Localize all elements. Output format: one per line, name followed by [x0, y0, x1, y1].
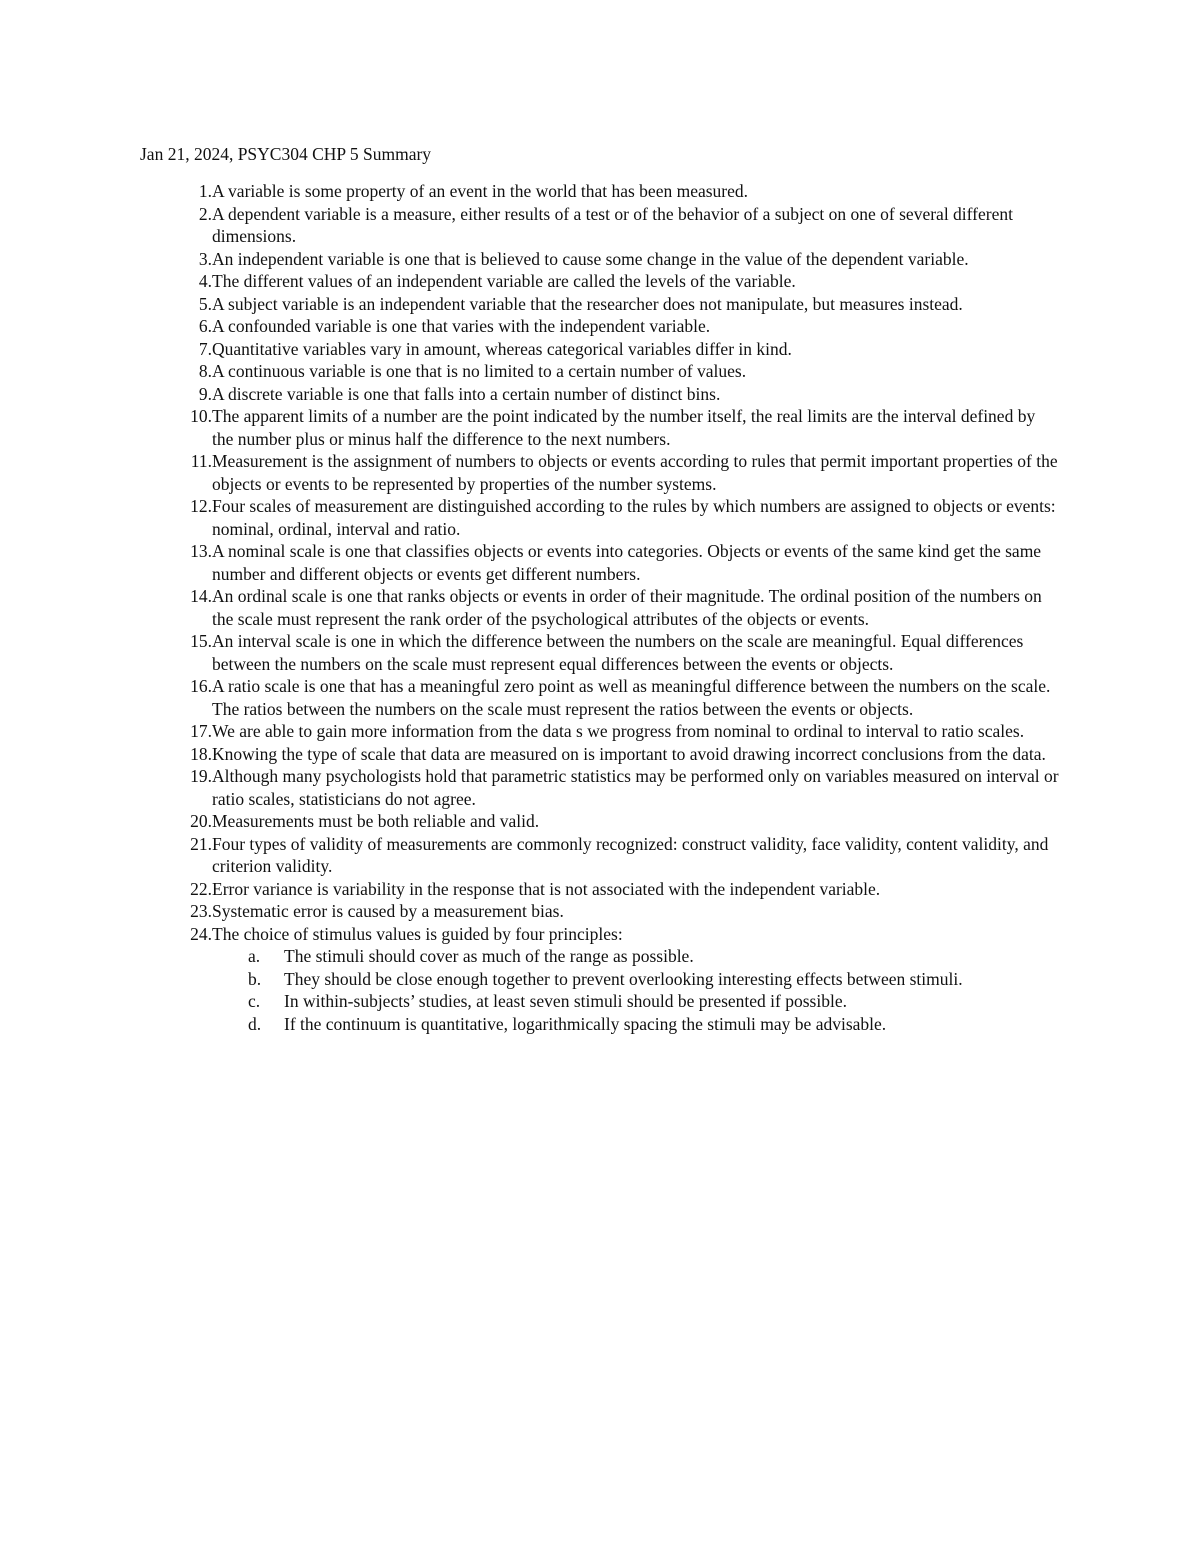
item-number: 14. [190, 586, 212, 606]
list-item [140, 360, 1060, 383]
sub-item-text: They should be close enough together to prevent overlooking interesting effects between stimuli. [284, 968, 963, 989]
list-item [140, 248, 1060, 271]
item-number: 24. [190, 923, 212, 944]
sub-item-letter: b. [248, 968, 262, 989]
list-item [140, 810, 1060, 833]
item-text: A variable is some property of an event in the world that has been measured. [212, 181, 749, 201]
item-text: The apparent limits of a number are the point indicated by the number itself, the real limits are the interval defined by the number plus or minus half the difference to the next numbers. [212, 406, 1036, 449]
item-text: A confounded variable is one that varies with the independent variable. [212, 316, 711, 336]
item-number: 15. [190, 631, 212, 651]
list-item [140, 630, 1060, 675]
item-number: 10. [190, 406, 212, 426]
list-item [140, 315, 1060, 338]
item-number: 12. [190, 496, 212, 516]
item-text: An independent variable is one that is believed to cause some change in the value of the dependent variable. [212, 248, 969, 269]
item-number: 22. [190, 878, 212, 899]
list-item [140, 293, 1060, 316]
item-text: Measurement is the assignment of numbers to objects or events according to rules that permit important properties of the objects or events to be represented by properties of the number systems. [212, 451, 1058, 494]
item-text: A subject variable is an independent variable that the researcher does not manipulate, but measures instead. [212, 293, 963, 314]
sub-list-item [212, 968, 1060, 991]
sub-list-item [212, 1013, 1060, 1036]
sub-item-letter: d. [248, 1013, 262, 1034]
item-text: We are able to gain more information from the data s we progress from nominal to ordinal to interval to ratio scales. [212, 721, 1025, 741]
list-item [140, 720, 1060, 743]
list-item [140, 338, 1060, 361]
list-item [140, 203, 1060, 248]
list-item [140, 900, 1060, 923]
item-number: 11. [190, 451, 212, 471]
item-number: 7. [198, 338, 212, 359]
sub-item-letter: a. [248, 946, 261, 966]
item-number: 6. [198, 316, 212, 336]
item-number: 16. [190, 676, 212, 696]
item-text: Error variance is variability in the response that is not associated with the independent variable. [212, 878, 881, 899]
item-number: 8. [198, 361, 212, 381]
list-item [140, 743, 1060, 766]
principles-sublist [212, 945, 1060, 1035]
document-title: Jan 21, 2024, PSYC304 CHP 5 Summary [140, 144, 432, 164]
item-text: A discrete variable is one that falls into a certain number of distinct bins. [212, 383, 721, 404]
item-text: Measurements must be both reliable and valid. [212, 811, 540, 831]
item-number: 18. [190, 743, 212, 764]
list-item [140, 833, 1060, 878]
item-number: 21. [190, 833, 212, 854]
item-text: Although many psychologists hold that parametric statistics may be performed only on variables measured on interval or ratio scales, statisticians do not agree. [212, 766, 1059, 809]
item-number: 20. [190, 811, 212, 831]
item-number: 3. [198, 248, 212, 269]
item-text: Systematic error is caused by a measurement bias. [212, 901, 564, 921]
sub-item-text: In within-subjects’ studies, at least seven stimuli should be presented if possible. [284, 991, 847, 1011]
item-number: 5. [198, 293, 212, 314]
item-text: Four types of validity of measurements are commonly recognized: construct validity, face validity, content validity, and criterion validity. [212, 833, 1049, 876]
list-item [140, 450, 1060, 495]
item-text: Knowing the type of scale that data are measured on is important to avoid drawing incorrect conclusions from the data. [212, 743, 1046, 764]
sub-list-item [212, 990, 1060, 1013]
item-text: An ordinal scale is one that ranks objects or events in order of their magnitude. The ordinal position of the numbers on the scale must represent the rank order of the psychological attributes of the objects or events. [212, 586, 1042, 629]
list-item [140, 923, 1060, 1036]
list-item [140, 180, 1060, 203]
item-number: 9. [198, 383, 212, 404]
list-item [140, 585, 1060, 630]
item-number: 17. [190, 721, 212, 741]
item-text: A dependent variable is a measure, either results of a test or of the behavior of a subject on one of several different dimensions. [212, 203, 1013, 246]
item-text: The different values of an independent variable are called the levels of the variable. [212, 271, 796, 291]
item-text: A ratio scale is one that has a meaningful zero point as well as meaningful difference between the numbers on the scale. The ratios between the numbers on the scale must represent the ratios between the events or objects. [212, 676, 1051, 719]
sub-item-text: If the continuum is quantitative, logarithmically spacing the stimuli may be advisable. [284, 1013, 887, 1034]
item-number: 1. [198, 181, 212, 201]
item-number: 23. [190, 901, 212, 921]
item-number: 2. [198, 203, 212, 224]
item-text: Four scales of measurement are distinguished according to the rules by which numbers are assigned to objects or events: nominal, ordinal, interval and ratio. [212, 496, 1056, 539]
list-item [140, 405, 1060, 450]
list-item [140, 540, 1060, 585]
sub-list-item [212, 945, 1060, 968]
item-text: A continuous variable is one that is no limited to a certain number of values. [212, 361, 747, 381]
item-number: 19. [190, 766, 212, 786]
item-text: A nominal scale is one that classifies objects or events into categories. Objects or events of the same kind get the same number and different objects or events get different numbers. [212, 541, 1042, 584]
item-text: An interval scale is one in which the difference between the numbers on the scale are meaningful. Equal differences between the numbers on the scale must represent equal differences between the events or objects. [212, 631, 1024, 674]
item-text: The choice of stimulus values is guided by four principles: [212, 923, 623, 944]
list-item [140, 495, 1060, 540]
item-number: 13. [190, 541, 212, 561]
summary-list [140, 180, 1060, 1035]
list-item [140, 383, 1060, 406]
list-item [140, 765, 1060, 810]
list-item [140, 675, 1060, 720]
sub-item-text: The stimuli should cover as much of the range as possible. [284, 946, 694, 966]
sub-item-letter: c. [248, 991, 261, 1011]
item-text: Quantitative variables vary in amount, whereas categorical variables differ in kind. [212, 338, 792, 359]
list-item [140, 270, 1060, 293]
item-number: 4. [198, 271, 212, 291]
list-item [140, 878, 1060, 901]
